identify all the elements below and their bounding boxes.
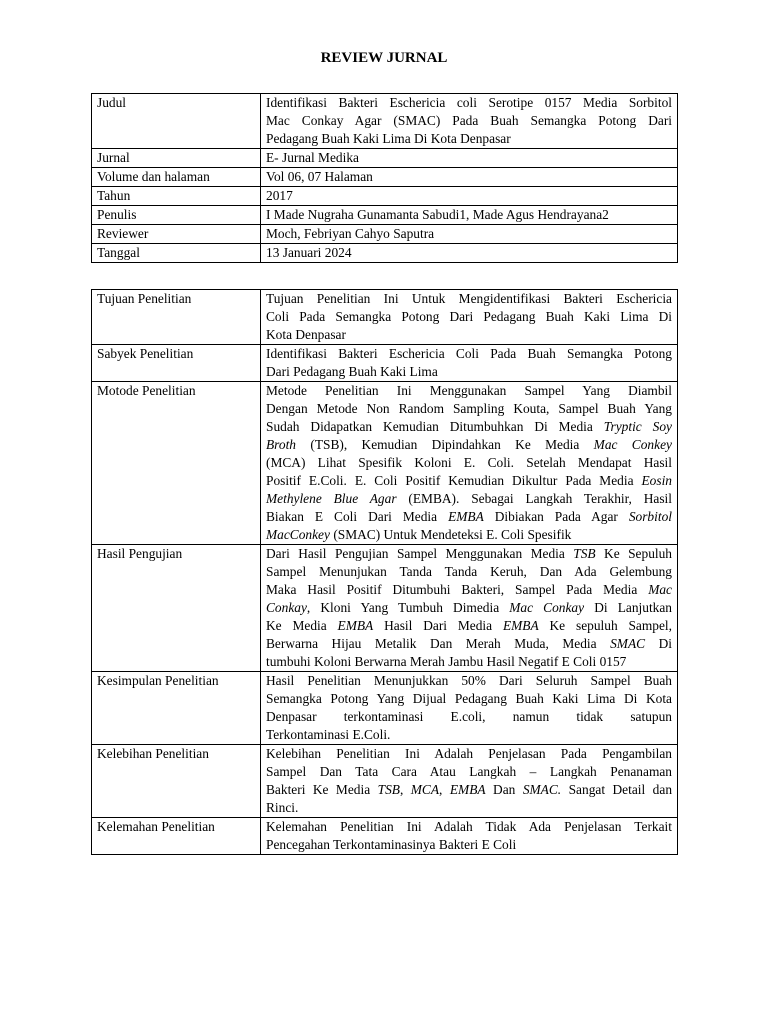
row-value: I Made Nugraha Gunamanta Sabudi1, Made Agus Hendrayana2	[261, 206, 678, 225]
text-line	[266, 472, 672, 490]
italic-term: Mac	[648, 582, 672, 597]
text-segment: (SMAC) Untuk Mendeteksi E. Coli Spesifik	[333, 527, 572, 542]
text-segment: Sangat Detail dan	[568, 782, 673, 797]
table-row	[92, 94, 678, 149]
row-label: Hasil Pengujian	[92, 545, 261, 672]
text-segment: (EMBA). Sebagai Langkah Terakhir, Hasil	[408, 491, 672, 506]
italic-term: EMBA	[337, 618, 374, 633]
text-line: Coli Pada Semangka Potong Dari Pedagang Buah Kaki Lima Di	[266, 309, 672, 324]
text-line: Semangka Potong Yang Dijual Pedagang Buah Kaki Lima Di Kota	[266, 691, 672, 706]
text-line: Dengan Metode Non Random Sampling Kouta, Sampel Buah Yang	[266, 401, 672, 416]
table-row	[92, 672, 678, 745]
text-line	[266, 781, 672, 799]
row-value: 13 Januari 2024	[261, 244, 678, 263]
row-value-tujuan	[261, 290, 678, 345]
text-line: Denpasar terkontaminasi E.coli, namun tidak satupun	[266, 709, 672, 724]
italic-term: Eosin	[641, 473, 672, 488]
table-row	[92, 290, 678, 345]
text-line: Rinci.	[266, 800, 299, 815]
text-line	[266, 581, 672, 599]
row-value-judul	[261, 94, 678, 149]
text-line: Identifikasi Bakteri Eschericia Coli Pada Buah Semangka Potong	[266, 346, 672, 361]
text-segment: Di Lanjutkan	[594, 600, 672, 615]
italic-term: Sorbitol	[628, 509, 672, 524]
text-line: Kota Denpasar	[266, 327, 346, 342]
text-line	[266, 508, 672, 526]
table-row	[92, 225, 678, 244]
row-label: Penulis	[92, 206, 261, 225]
text-line: Sampel Dan Tata Cara Atau Langkah – Langkah Penanaman	[266, 764, 672, 779]
text-segment: Bakteri Ke Media	[266, 782, 371, 797]
italic-term: Mac Conkey	[593, 437, 672, 452]
text-line	[266, 635, 672, 653]
row-label: Tanggal	[92, 244, 261, 263]
text-segment: ,	[399, 782, 404, 797]
italic-term: SMAC	[610, 636, 646, 651]
table-row	[92, 187, 678, 206]
row-value-hasil	[261, 545, 678, 672]
text-line: Dari Pedagang Buah Kaki Lima	[266, 364, 438, 379]
row-value-kelemahan	[261, 818, 678, 855]
text-segment: Ke Media	[266, 618, 327, 633]
text-line	[266, 617, 672, 635]
row-value-motode	[261, 382, 678, 545]
italic-term: Broth	[266, 437, 297, 452]
italic-term: TSB	[573, 546, 596, 561]
table-row	[92, 545, 678, 672]
text-line	[266, 599, 672, 617]
row-label: Volume dan halaman	[92, 168, 261, 187]
italic-term: EMBA	[502, 618, 539, 633]
italic-term: Methylene Blue Agar	[266, 491, 397, 506]
table-row	[92, 818, 678, 855]
row-value-kelebihan	[261, 745, 678, 818]
text-line: Metode Penelitian Ini Menggunakan Sampel Yang Diambil	[266, 383, 672, 398]
text-segment: Ke Sepuluh	[604, 546, 672, 561]
table-row	[92, 745, 678, 818]
text-line: Tujuan Penelitian Ini Untuk Mengidentifikasi Bakteri Eschericia	[266, 291, 672, 306]
text-segment: Positif E.Coli. E. Coli Positif Kemudian Dikultur Pada Media	[266, 473, 634, 488]
review-table	[91, 289, 678, 855]
italic-term: EMBA	[448, 509, 484, 524]
text-segment: Maka Hasil Positif Ditumbuhi Bakteri, Sampel Pada Media	[266, 582, 638, 597]
table-row	[92, 149, 678, 168]
italic-term: Tryptic Soy	[603, 419, 672, 434]
row-label: Reviewer	[92, 225, 261, 244]
text-segment: Biakan E Coli Dari Media	[266, 509, 438, 524]
italic-term: EMBA	[449, 782, 486, 797]
text-line: Identifikasi Bakteri Eschericia coli Serotipe 0157 Media Sorbitol	[266, 95, 672, 110]
row-label: Judul	[92, 94, 261, 149]
text-line: Kelebihan Penelitian Ini Adalah Penjelasan Pada Pengambilan	[266, 746, 672, 761]
text-line: Hasil Penelitian Menunjukkan 50% Dari Seluruh Sampel Buah	[266, 673, 672, 688]
text-line	[266, 436, 672, 454]
text-segment: Ke sepuluh Sampel,	[549, 618, 673, 633]
italic-term: Mac Conkay	[509, 600, 585, 615]
row-label: Tujuan Penelitian	[92, 290, 261, 345]
row-label: Kelebihan Penelitian	[92, 745, 261, 818]
text-segment: Dibiakan Pada Agar	[494, 509, 618, 524]
row-value: Moch, Febriyan Cahyo Saputra	[261, 225, 678, 244]
row-label: Jurnal	[92, 149, 261, 168]
italic-term: SMAC.	[522, 782, 562, 797]
table-row	[92, 244, 678, 263]
row-label: Kesimpulan Penelitian	[92, 672, 261, 745]
table-row	[92, 168, 678, 187]
text-segment: Di	[658, 636, 672, 651]
text-segment: Dari Hasil Pengujian Sampel Menggunakan Media	[266, 546, 565, 561]
table-row	[92, 382, 678, 545]
row-value: 2017	[261, 187, 678, 206]
row-label: Motode Penelitian	[92, 382, 261, 545]
table-row	[92, 206, 678, 225]
text-segment: Dan	[493, 782, 516, 797]
italic-term: Conkay	[266, 600, 307, 615]
text-segment: Hasil Dari Media	[384, 618, 493, 633]
row-value-kesimpulan	[261, 672, 678, 745]
row-label: Kelemahan Penelitian	[92, 818, 261, 855]
row-value: Vol 06, 07 Halaman	[261, 168, 678, 187]
italic-term: MCA	[410, 782, 440, 797]
text-line	[266, 526, 672, 544]
text-line: Sampel Menunjukan Tanda Tanda Keruh, Dan Ada Gelembung	[266, 564, 672, 579]
journal-info-table	[91, 93, 678, 263]
page-title: REVIEW JURNAL	[320, 50, 448, 66]
row-value-sabyek	[261, 345, 678, 382]
text-line	[266, 545, 672, 563]
text-line: Kelemahan Penelitian Ini Adalah Tidak Ada Penjelasan Terkait	[266, 819, 672, 834]
italic-term: MacConkey	[266, 527, 330, 542]
text-line: (MCA) Lihat Spesifik Koloni E. Coli. Setelah Mendapat Hasil	[266, 455, 672, 470]
row-label: Sabyek Penelitian	[92, 345, 261, 382]
text-line	[266, 418, 672, 436]
text-segment: ,	[439, 782, 443, 797]
text-segment: Berwarna Hijau Metalik Dan Merah Muda, Media	[266, 636, 597, 651]
text-line: Pedagang Buah Kaki Lima Di Kota Denpasar	[266, 131, 511, 146]
text-line: Pencegahan Terkontaminasinya Bakteri E Coli	[266, 837, 517, 852]
text-segment: (TSB), Kemudian Dipindahkan Ke Media	[310, 437, 580, 452]
text-line	[266, 490, 672, 508]
text-line: Mac Conkay Agar (SMAC) Pada Buah Semangka Potong Dari	[266, 113, 672, 128]
row-label: Tahun	[92, 187, 261, 206]
text-line: Terkontaminasi E.Coli.	[266, 727, 391, 742]
table-row	[92, 345, 678, 382]
text-line: tumbuhi Koloni Berwarna Merah Jambu Hasil Negatif E Coli 0157	[266, 654, 627, 669]
row-value: E- Jurnal Medika	[261, 149, 678, 168]
italic-term: TSB	[377, 782, 400, 797]
text-segment: Sudah Didapatkan Kemudian Ditumbuhkan Di Media	[266, 419, 593, 434]
text-segment: , Kloni Yang Tumbuh Dimedia	[306, 600, 500, 615]
